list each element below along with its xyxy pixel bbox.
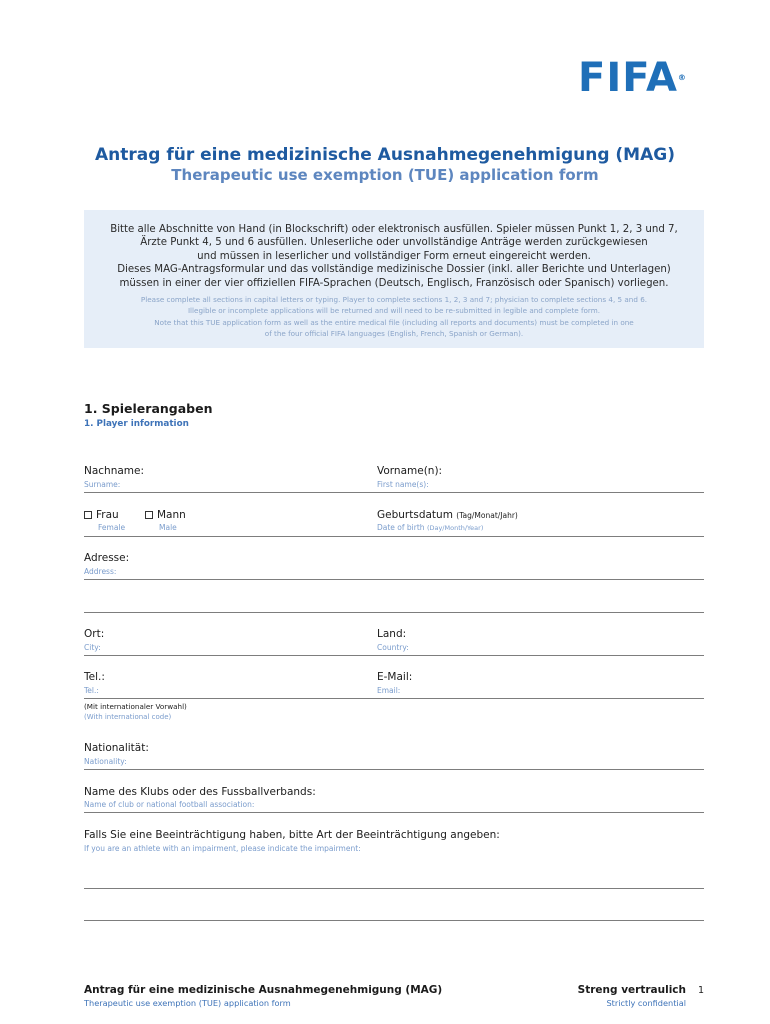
address-label: Adresse:: [84, 552, 130, 564]
surname-sublabel: Surname:: [84, 480, 121, 489]
page-number: 1: [698, 985, 705, 996]
country-sublabel: Country:: [377, 643, 409, 652]
registered-mark: ®: [677, 73, 686, 82]
email-sublabel: Email:: [377, 686, 401, 695]
impairment-label: Falls Sie eine Beeinträchtigung haben, bitte Art der Beeinträchtigung angeben:: [84, 829, 500, 841]
female-sublabel: Female: [98, 523, 126, 532]
impairment-field-line-2[interactable]: [84, 920, 704, 921]
city-country-field[interactable]: [84, 655, 704, 656]
section-1-title: 1. Spielerangaben: [84, 401, 213, 416]
footer-subtitle: Therapeutic use exemption (TUE) application form: [84, 998, 291, 1008]
dob-format-hint: (Tag/Monat/Jahr): [456, 511, 518, 520]
dob-sublabel: [377, 523, 483, 532]
instructions-de-line: Dieses MAG-Antragsformular und das vollständige medizinische Dossier (inkl. aller Berichte und Unterlagen): [117, 264, 671, 276]
dob-sublabel-text: Date of birth: [377, 523, 425, 532]
instructions-box: [84, 210, 704, 348]
city-label: Ort:: [84, 628, 105, 640]
dob-label-text: Geburtsdatum: [377, 509, 453, 521]
male-sublabel: Male: [159, 523, 177, 532]
tel-note-en: (With international code): [84, 713, 172, 721]
instructions-en-line: Please complete all sections in capital letters or typing. Player to complete sections 1, 2, 3 and 7; physician to complete sections 4, 5 and 6.: [140, 295, 648, 304]
dob-sublabel-hint: (Day/Month/Year): [426, 524, 484, 532]
male-checkbox[interactable]: [145, 511, 153, 519]
firstname-sublabel: First name(s):: [377, 480, 429, 489]
female-label: Frau: [96, 509, 119, 521]
fifa-logo: [578, 55, 686, 101]
impairment-field-line-1[interactable]: [84, 888, 704, 889]
instructions-en-line: Note that this TUE application form as well as the entire medical file (including all reports and documents) must be completed in one: [154, 317, 634, 327]
firstname-label: Vorname(n):: [377, 465, 443, 477]
male-label: Mann: [157, 509, 186, 521]
email-label: E-Mail:: [377, 671, 413, 683]
surname-label: Nachname:: [84, 465, 145, 477]
country-label: Land:: [377, 628, 407, 640]
club-label: Name des Klubs oder des Fussballverbands:: [84, 786, 316, 798]
instructions-de-line: müssen in einer der vier offiziellen FIFA-Sprachen (Deutsch, Englisch, Französisch oder Spanisch) vorliegen.: [119, 277, 669, 289]
female-option[interactable]: [84, 509, 119, 521]
address-field-line-1[interactable]: [84, 579, 704, 580]
instructions-en: [84, 294, 704, 339]
section-1-subtitle: 1. Player information: [84, 419, 189, 429]
tel-note: (Mit internationaler Vorwahl): [84, 702, 187, 711]
confidential-sublabel: Strictly confidential: [606, 998, 686, 1008]
address-field-line-2[interactable]: [84, 612, 704, 613]
page-title: Antrag für eine medizinische Ausnahmegenehmigung (MAG): [95, 145, 675, 165]
surname-field[interactable]: [84, 492, 704, 493]
tel-label: Tel.:: [84, 671, 105, 683]
instructions-de: [84, 223, 704, 290]
city-sublabel: City:: [84, 643, 101, 652]
fifa-logo-text: FIFA: [578, 55, 678, 101]
female-checkbox[interactable]: [84, 511, 92, 519]
dob-field[interactable]: [84, 536, 704, 537]
instructions-de-line: Bitte alle Abschnitte von Hand (in Blockschrift) oder elektronisch ausfüllen. Spieler müssen Punkt 1, 2, 3 und 7,: [110, 224, 678, 235]
club-sublabel: Name of club or national football association:: [84, 800, 255, 809]
instructions-de-line: Ärzte Punkt 4, 5 und 6 ausfüllen. Unleserliche oder unvollständige Anträge werden zurückgewiesen: [140, 237, 648, 249]
page-subtitle: Therapeutic use exemption (TUE) application form: [171, 166, 599, 184]
nationality-sublabel: Nationality:: [84, 757, 127, 766]
tel-email-field[interactable]: [84, 698, 704, 699]
confidential-label: Streng vertraulich: [577, 984, 686, 996]
impairment-sublabel: If you are an athlete with an impairment, please indicate the impairment:: [84, 844, 361, 853]
club-field[interactable]: [84, 812, 704, 813]
instructions-en-line: of the four official FIFA languages (English, French, Spanish or German).: [264, 328, 524, 338]
nationality-label: Nationalität:: [84, 742, 149, 754]
male-option[interactable]: [145, 509, 186, 521]
tel-sublabel: Tel.:: [84, 686, 99, 695]
instructions-en-line: Illegible or incomplete applications will be returned and will need to be re-submitted in legible and complete form.: [187, 306, 601, 316]
address-sublabel: Address:: [84, 567, 117, 576]
instructions-de-line: und müssen in leserlicher und vollständiger Form erneut eingereicht werden.: [197, 250, 591, 262]
nationality-field[interactable]: [84, 769, 704, 770]
dob-label: [377, 509, 518, 521]
footer-title: Antrag für eine medizinische Ausnahmegenehmigung (MAG): [84, 984, 443, 996]
